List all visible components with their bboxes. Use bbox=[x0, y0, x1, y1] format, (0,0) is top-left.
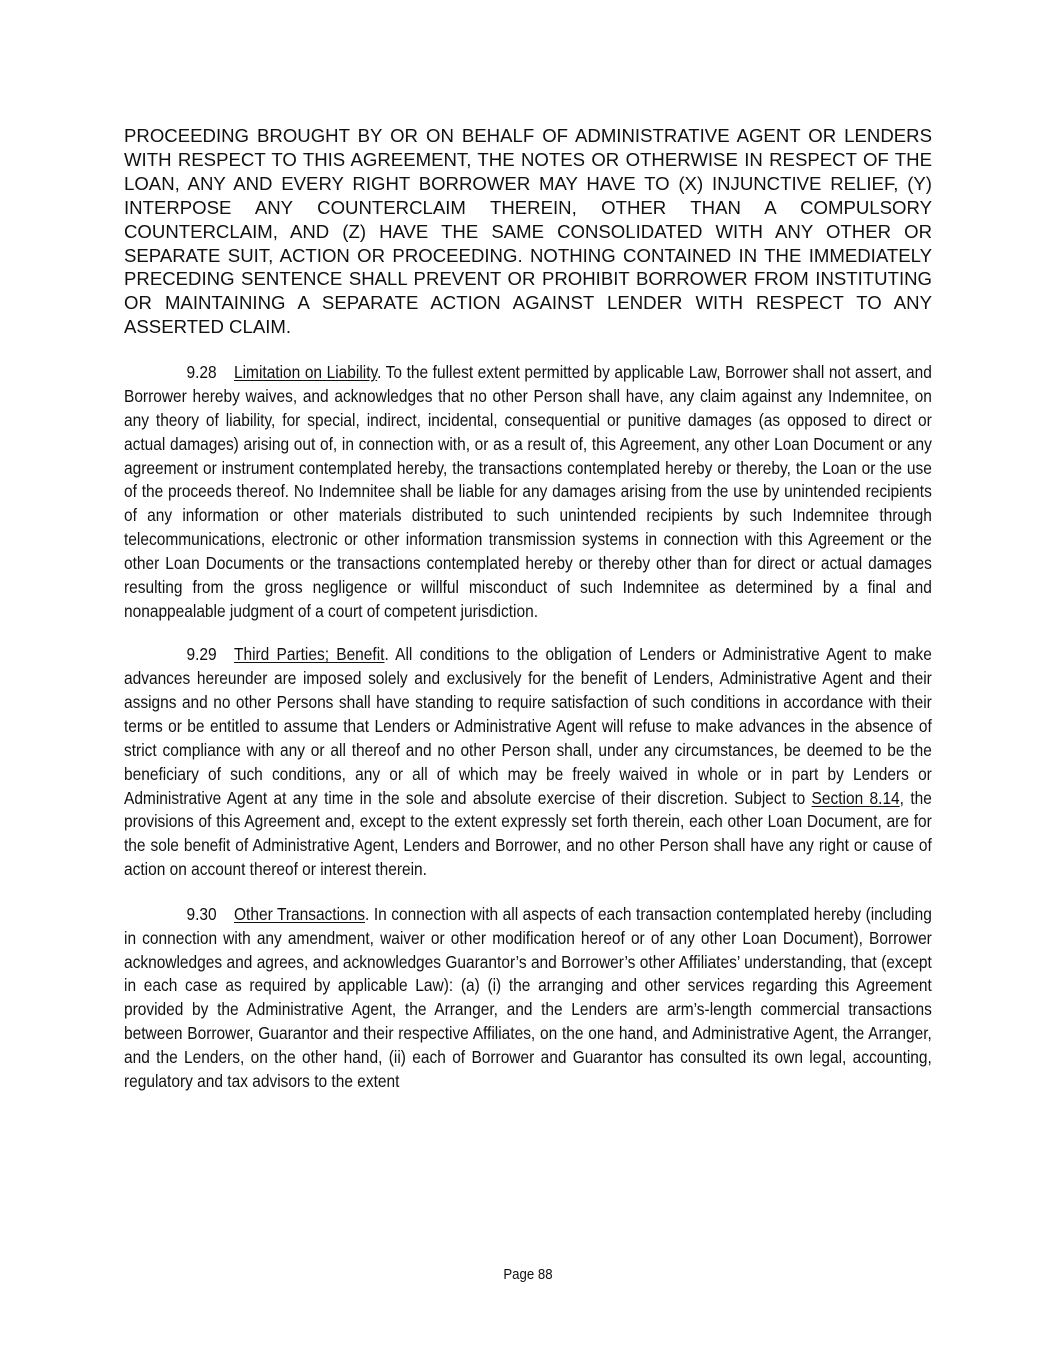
document-page bbox=[124, 124, 932, 1094]
section-number: 9.28 bbox=[186, 362, 217, 383]
caps-paragraph: PROCEEDING BROUGHT BY OR ON BEHALF OF ADMINISTRATIVE AGENT OR LENDERS WITH RESPECT TO THIS AGREEMENT, THE NOTES OR OTHERWISE IN RESPECT OF THE LOAN, ANY AND EVERY RIGHT BORROWER MAY HAVE TO (X) INJUNCTIVE RELIEF, (Y) INTERPOSE ANY COUNTERCLAIM THEREIN, OTHER THAN A COMPULSORY COUNTERCLAIM, AND (Z) HAVE THE SAME CONSOLIDATED WITH ANY OTHER OR SEPARATE SUIT, ACTION OR PROCEEDING. NOTHING CONTAINED IN THE IMMEDIATELY PRECEDING SENTENCE SHALL PREVENT OR PROHIBIT BORROWER FROM INSTITUTING OR MAINTAINING A SEPARATE ACTION AGAINST LENDER WITH RESPECT TO ANY ASSERTED CLAIM. bbox=[124, 125, 932, 338]
section-number: 9.30 bbox=[186, 903, 217, 924]
section-cross-reference: Section 8.14 bbox=[811, 787, 900, 808]
section-9-29 bbox=[124, 643, 932, 881]
section-heading: Limitation on Liability bbox=[234, 362, 378, 383]
section-body: . In connection with all aspects of each transaction contemplated hereby (including in connection with any amendment, waiver or other modification hereof or of any other Loan Document), Borrower acknowledges and agrees, and acknowledges Guarantor’s and Borrower’s other Affiliates’ understanding, that (except in each case as required by applicable Law): (a) (i) the arranging and other services regarding this Agreement provided by the Administrative Agent, the Arranger, and the Lenders are arm’s-length commercial transactions between Borrower, Guarantor and their respective Affiliates, on the one hand, and Administrative Agent, the Arranger, and the Lenders, on the other hand, (ii) each of Borrower and Guarantor has consulted its own legal, accounting, regulatory and tax advisors to the extent bbox=[124, 903, 932, 1091]
section-9-30 bbox=[124, 903, 932, 1094]
section-heading: Third Parties; Benefit bbox=[234, 644, 385, 665]
section-9-28 bbox=[124, 361, 932, 623]
section-body-continued: , the provisions of this Agreement and, except to the extent expressly set forth therein, each other Loan Document, are for the sole benefit of Administrative Agent, Lenders and Borrower, and no other Person shall have any right or cause of action on account thereof or interest therein. bbox=[124, 787, 932, 880]
section-heading: Other Transactions bbox=[234, 903, 366, 924]
page-footer bbox=[0, 1266, 1055, 1283]
section-body: . To the fullest extent permitted by applicable Law, Borrower shall not assert, and Borrower hereby waives, and acknowledges that no other Person shall have, any claim against any Indemnitee, on any theory of liability, for special, indirect, incidental, consequential or punitive damages (as opposed to direct or actual damages) arising out of, in connection with, or as a result of, this Agreement, any other Loan Document or any agreement or instrument contemplated hereby, the transactions contemplated hereby or thereby, the Loan or the use of the proceeds thereof. No Indemnitee shall be liable for any damages arising from the use by unintended recipients of any information or other materials distributed to such unintended recipients by such Indemnitee through telecommunications, electronic or other information transmission systems in connection with this Agreement or the other Loan Documents or the transactions contemplated hereby or thereby other than for direct or actual damages resulting from the gross negligence or willful misconduct of such Indemnitee as determined by a final and nonappealable judgment of a court of competent jurisdiction. bbox=[124, 362, 932, 621]
section-body: . All conditions to the obligation of Lenders or Administrative Agent to make advances hereunder are imposed solely and exclusively for the benefit of Lenders, Administrative Agent and their assigns and no other Persons shall have standing to require satisfaction of such conditions in accordance with their terms or be entitled to assume that Lenders or Administrative Agent will refuse to make advances in the absence of strict compliance with any or all thereof and no other Person shall, under any circumstances, be deemed to be the beneficiary of such conditions, any or all of which may be freely waived in whole or in part by Lenders or Administrative Agent at any time in the sole and absolute exercise of their discretion. Subject to bbox=[124, 644, 932, 808]
section-number: 9.29 bbox=[186, 644, 217, 665]
page-number: Page 88 bbox=[502, 1266, 553, 1283]
